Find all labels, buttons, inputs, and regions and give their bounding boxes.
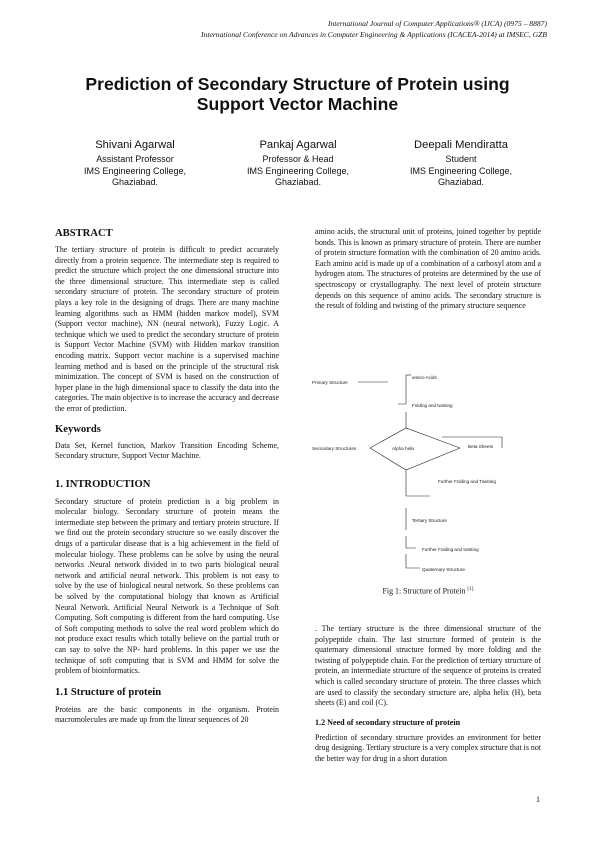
paper-title xyxy=(40,74,555,114)
protein-structure-diagram xyxy=(310,370,550,585)
journal-header-line2: International Conference on Advances in Computer Engineering & Applications (ICACEA-2014) at IMSEC, GZB xyxy=(201,30,547,39)
abstract-heading: ABSTRACT xyxy=(55,228,113,239)
author-affiliation: IMS Engineering College, xyxy=(246,165,350,176)
structure-of-protein-heading: 1.1 Structure of protein xyxy=(55,686,162,698)
author-city: Ghaziabad. xyxy=(274,177,322,187)
left-column xyxy=(55,227,279,726)
diagram-connector xyxy=(406,536,416,548)
right-column-bottom xyxy=(315,624,541,765)
structure-of-protein-text: Proteins are the basic components in the organism. Protein macromolecules are made up from the linear sequences of 20 xyxy=(55,704,279,725)
figure-caption-text: Fig 1: Structure of Protein xyxy=(382,586,468,596)
paper-title-line2: Support Vector Machine xyxy=(196,94,399,114)
author-name: Pankaj Agarwal xyxy=(259,139,337,151)
journal-header-line1: International Journal of Computer Applications® (IJCA) (0975 – 8887) xyxy=(327,19,547,28)
introduction-text: Secondary structure of protein prediction is a big problem in molecular biology. Secondary structure of protein means the intermediate step between the primary and tertiary protein structure. If we find out the protein secondary structure so we easily discover the drugs of a particular disease that is a big achievement in the field of molecular biology. These problems can be solve by using the neural networks .Neural network divided in to two parts biological neural network and artificial neural network. This problem is not easy to solve by the use of biological neural network. So these problems can be solved by the computational biology that known as Artificial Neural Network. Artificial Neural Network is a Technique of Soft Computing. Soft computing is different from the hard computing. Use of Soft computing methods to solve the real word problem which do not produce exact results which totally believe on the partial truth or can say to solve the NP- hard problems. In this paper we use the technique of soft computing that is SVM and HMM for solve the problem of bioinformatics. xyxy=(55,496,279,676)
diagram-connector xyxy=(370,448,460,470)
figure-caption xyxy=(315,586,541,596)
label-primary-structure: Primary Structure xyxy=(312,380,348,385)
page-number: 1 xyxy=(536,795,540,804)
author-city: Ghaziabad. xyxy=(111,177,159,187)
label-tertiary-structure: Tertiary Structure xyxy=(412,518,447,523)
author-name: Shivani Agarwal xyxy=(95,139,175,151)
protein-structure-svg xyxy=(310,370,550,585)
label-alpha-helix: Alpha helix xyxy=(392,446,415,451)
label-secondary-structures: Secondary Structures xyxy=(312,446,357,451)
diagram-connector xyxy=(398,375,406,404)
author-block-1 xyxy=(50,138,220,189)
author-block-3 xyxy=(376,138,546,189)
author-affiliation: IMS Engineering College, xyxy=(409,165,513,176)
author-block-2 xyxy=(213,138,383,189)
right-column-top xyxy=(315,227,541,312)
author-affiliation: IMS Engineering College, xyxy=(83,165,187,176)
paper-title-line1: Prediction of Secondary Structure of Protein using xyxy=(85,74,510,94)
author-role: Student xyxy=(445,154,477,164)
label-amino-acids: amino Acids xyxy=(412,375,437,380)
author-role: Professor & Head xyxy=(262,154,334,164)
keywords-heading: Keywords xyxy=(55,423,101,435)
author-name: Deepali Mendiratta xyxy=(414,139,508,151)
diagram-connector xyxy=(406,554,420,568)
journal-header xyxy=(47,18,547,40)
label-further-folding-1: Further Folding and Twisting xyxy=(438,479,496,484)
abstract-text: The tertiary structure of protein is difficult to predict accurately directly from a protein sequence. The intermediate step is required to predict the structure which project the one dimensional structure into the three dimensional structure. This intermediate step is called secondary structure of protein. The secondary structure of protein plays a key role in the designing of drugs. There are many machine learning algorithms such as HMM (hidden markov model), SVM (Support vector machine), NN (neural network), Fuzzy Logic. A technique which we used to predict the secondary structure of protein is Support Vector Machine (SVM) with Hidden markov transition encoding matrix. Support vector machine is a supervised machine learning method and is based on the principle of the structural risk minimization. The concept of SVM is based on the construction of hyper plane in the high dimensional space to classify the data into the categories. The main objective is to increase the accuracy and decrease the error of prediction. xyxy=(55,245,279,413)
label-beta-sheets: Beta Sheets xyxy=(468,444,494,449)
author-city: Ghaziabad. xyxy=(437,177,485,187)
label-folding-twisting: Folding and twisting xyxy=(412,403,453,408)
author-role: Assistant Professor xyxy=(96,154,174,164)
label-quaternary-structure: Quaternary Structure xyxy=(422,567,465,572)
right-paragraph-3: Prediction of secondary structure provides an environment for better drug designing. Tertiary structure is a very complex structure that is not the better way for drug in a short duration xyxy=(315,732,541,763)
figure-caption-ref: [1] xyxy=(467,586,474,592)
right-paragraph-2: . The tertiary structure is the three dimensional structure of the polypeptide chain. The last structure formed of protein is the quaternary dimensional structure formed by more folding and the twisting of polypeptide chain. For the prediction of tertiary structure of protein, an intermediate structure of the sequence of proteins is created which is called secondary structure of protein. The three classes which are used to classify the secondary structure are, alpha helix (H), beta sheets (E) and coil (C). xyxy=(315,624,541,708)
diagram-connector xyxy=(370,428,460,448)
need-heading: 1.2 Need of secondary structure of protein xyxy=(315,717,461,727)
right-paragraph-1: amino acids, the structural unit of proteins, joined together by peptide bonds. This is known as primary structure of protein. There are number of protein structure formation with the combination of 20 amino acids. Each amino acid is made up of a combination of a carboxyl atom and a hydrogen atom. The structures of proteins are determined by the use of spectroscopy or crystallography. The next level of protein structure depends on this sequence of amino acids. The secondary structure is the result of folding and twisting of the primary structure sequence xyxy=(315,227,541,311)
label-further-folding-2: Further Folding and twisting xyxy=(422,547,479,552)
keywords-text: Data Set, Kernel function, Markov Transition Encoding Scheme, Secondary structure, Support Vector Machine. xyxy=(55,440,279,461)
introduction-heading: 1. INTRODUCTION xyxy=(55,478,151,490)
